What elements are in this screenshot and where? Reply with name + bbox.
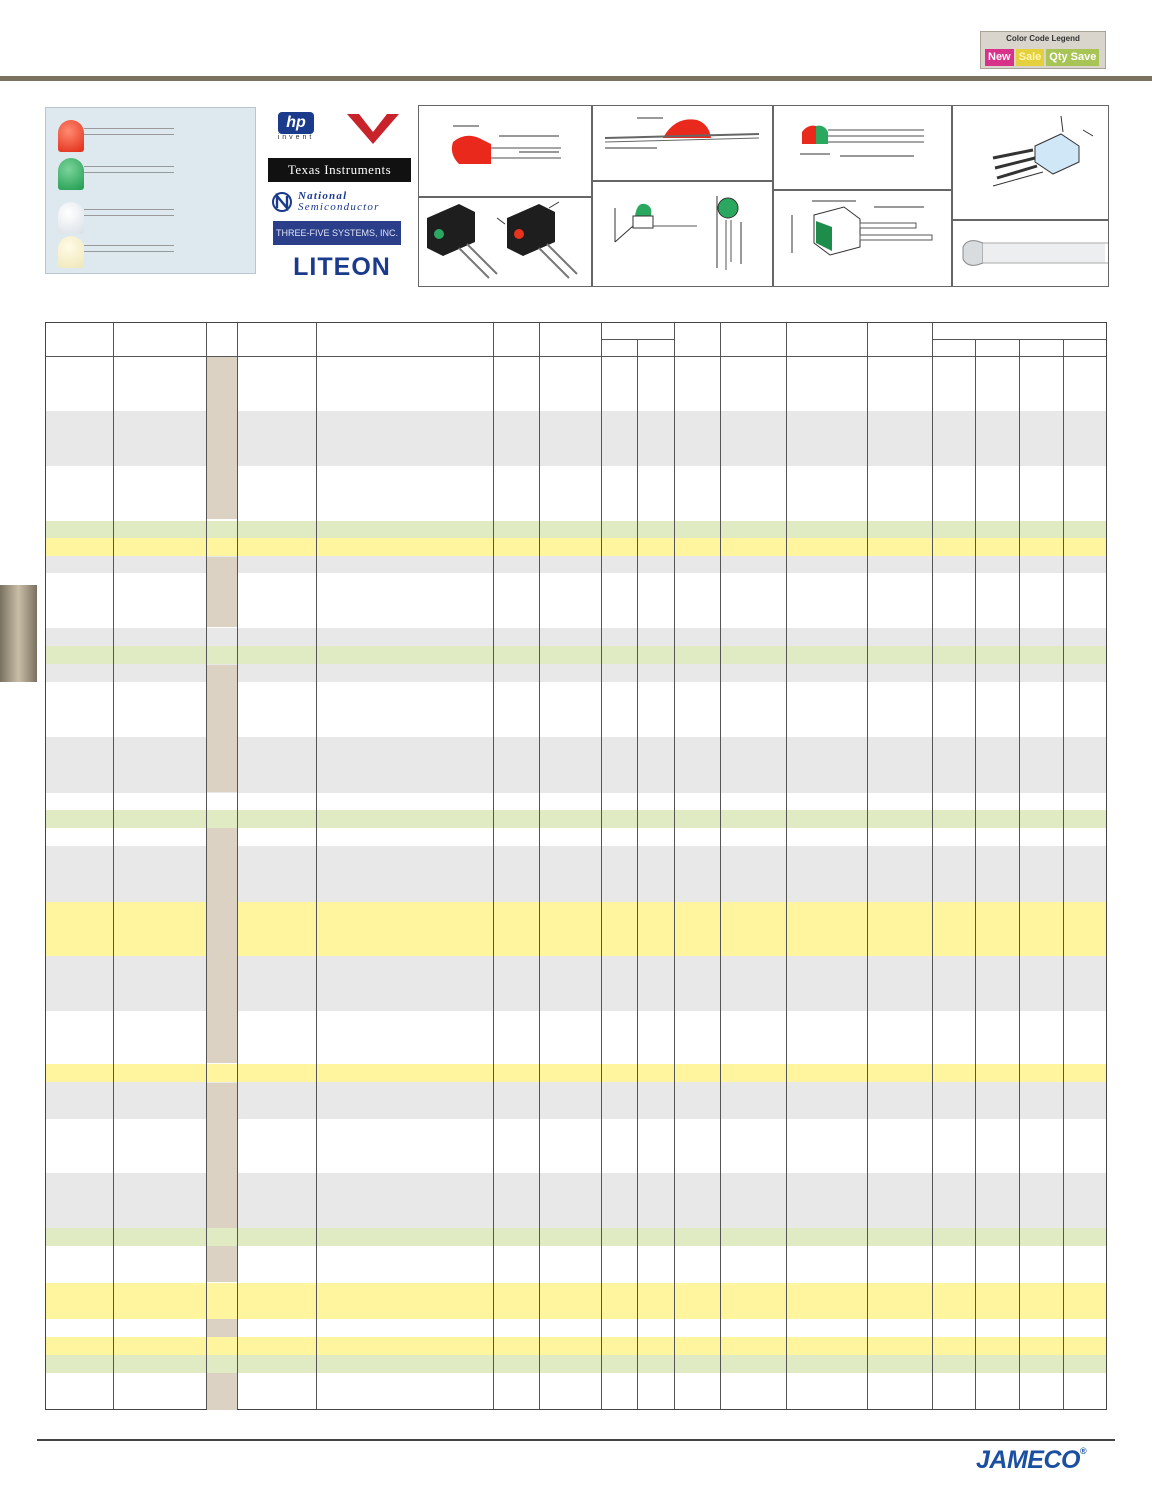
table-row bbox=[46, 1283, 1106, 1319]
led-photo-panel bbox=[45, 107, 256, 274]
jameco-logo: JAMECO® bbox=[976, 1446, 1087, 1474]
table-row bbox=[46, 1228, 1106, 1246]
national-semiconductor-logo bbox=[272, 188, 412, 216]
table-row bbox=[46, 737, 1106, 793]
column-divider bbox=[975, 340, 976, 1409]
led-lead-line bbox=[84, 215, 174, 216]
column-divider bbox=[539, 323, 540, 1409]
stripe-column bbox=[207, 1319, 237, 1337]
column-divider bbox=[601, 323, 602, 1409]
red-led-image bbox=[58, 120, 84, 152]
table-row bbox=[46, 1082, 1106, 1119]
stripe-column bbox=[207, 557, 237, 627]
drawing-panel-mount-led bbox=[592, 181, 773, 287]
drawing-bicolor-led bbox=[773, 105, 952, 190]
header-divider bbox=[46, 356, 1106, 357]
column-divider bbox=[674, 323, 675, 1409]
drawing-right-angle-housing bbox=[418, 197, 592, 287]
led-spec-table bbox=[45, 322, 1107, 1410]
column-divider bbox=[113, 323, 114, 1409]
column-divider bbox=[1063, 340, 1064, 1409]
table-row bbox=[46, 521, 1106, 538]
table-row bbox=[46, 538, 1106, 556]
led-lead-line bbox=[84, 128, 174, 129]
clear-led-image bbox=[58, 202, 84, 234]
section-side-tab bbox=[0, 585, 37, 682]
column-divider bbox=[932, 323, 933, 1409]
table-row bbox=[46, 646, 1106, 664]
three-five-systems-logo: THREE-FIVE SYSTEMS, INC. bbox=[273, 221, 401, 245]
stripe-column bbox=[207, 828, 237, 1063]
table-row bbox=[46, 664, 1106, 682]
column-divider bbox=[720, 323, 721, 1409]
table-row bbox=[46, 556, 1106, 573]
liteon-logo: LITEON bbox=[293, 252, 391, 281]
table-row bbox=[46, 956, 1106, 1011]
drawing-flat-top-led bbox=[592, 105, 773, 181]
led-lead-line bbox=[84, 172, 174, 173]
green-led-image bbox=[58, 158, 84, 190]
led-lead-line bbox=[84, 166, 174, 167]
table-row bbox=[46, 411, 1106, 466]
stripe-column bbox=[207, 1246, 237, 1282]
column-divider bbox=[637, 340, 638, 1409]
manufacturer-logo-icon bbox=[345, 110, 401, 146]
hp-logo: hp invent bbox=[276, 110, 316, 143]
table-row bbox=[46, 1355, 1106, 1373]
stripe-column bbox=[207, 357, 237, 519]
legend-new-chip: New bbox=[985, 49, 1014, 66]
ns-line-2: Semiconductor bbox=[298, 201, 380, 213]
column-divider bbox=[237, 323, 238, 1409]
table-row bbox=[46, 1064, 1106, 1082]
table-row bbox=[46, 1337, 1106, 1355]
table-row bbox=[46, 902, 1106, 956]
column-divider bbox=[206, 323, 207, 1409]
led-lead-line bbox=[84, 209, 174, 210]
drawing-t1-led bbox=[418, 105, 592, 197]
ns-line-1: National bbox=[298, 190, 348, 202]
column-divider bbox=[493, 323, 494, 1409]
stripe-column bbox=[207, 1373, 237, 1410]
column-divider bbox=[316, 323, 317, 1409]
footer-rule bbox=[37, 1439, 1115, 1441]
national-logo-icon bbox=[272, 190, 292, 214]
diffused-led-image bbox=[58, 236, 84, 268]
texas-instruments-logo: Texas Instruments bbox=[268, 158, 411, 182]
header-rule bbox=[0, 76, 1152, 81]
drawing-square-right-angle-led bbox=[773, 190, 952, 287]
table-row bbox=[46, 1173, 1106, 1228]
color-code-legend bbox=[980, 31, 1106, 69]
stripe-column bbox=[207, 665, 237, 792]
table-row bbox=[46, 846, 1106, 902]
legend-qty-save-chip: Qty Save bbox=[1046, 49, 1099, 66]
legend-title: Color Code Legend bbox=[1006, 34, 1080, 43]
hp-tagline: invent bbox=[277, 134, 315, 141]
column-divider bbox=[867, 323, 868, 1409]
led-lead-line bbox=[84, 251, 174, 252]
column-divider bbox=[786, 323, 787, 1409]
table-row bbox=[46, 810, 1106, 828]
table-row bbox=[46, 628, 1106, 646]
column-divider bbox=[1019, 340, 1020, 1409]
led-lead-line bbox=[84, 134, 174, 135]
stripe-column bbox=[207, 1083, 237, 1228]
drawing-rectangular-led bbox=[952, 105, 1109, 220]
led-lead-line bbox=[84, 245, 174, 246]
drawing-light-pipe bbox=[952, 220, 1109, 287]
legend-sale-chip: Sale bbox=[1016, 49, 1045, 66]
